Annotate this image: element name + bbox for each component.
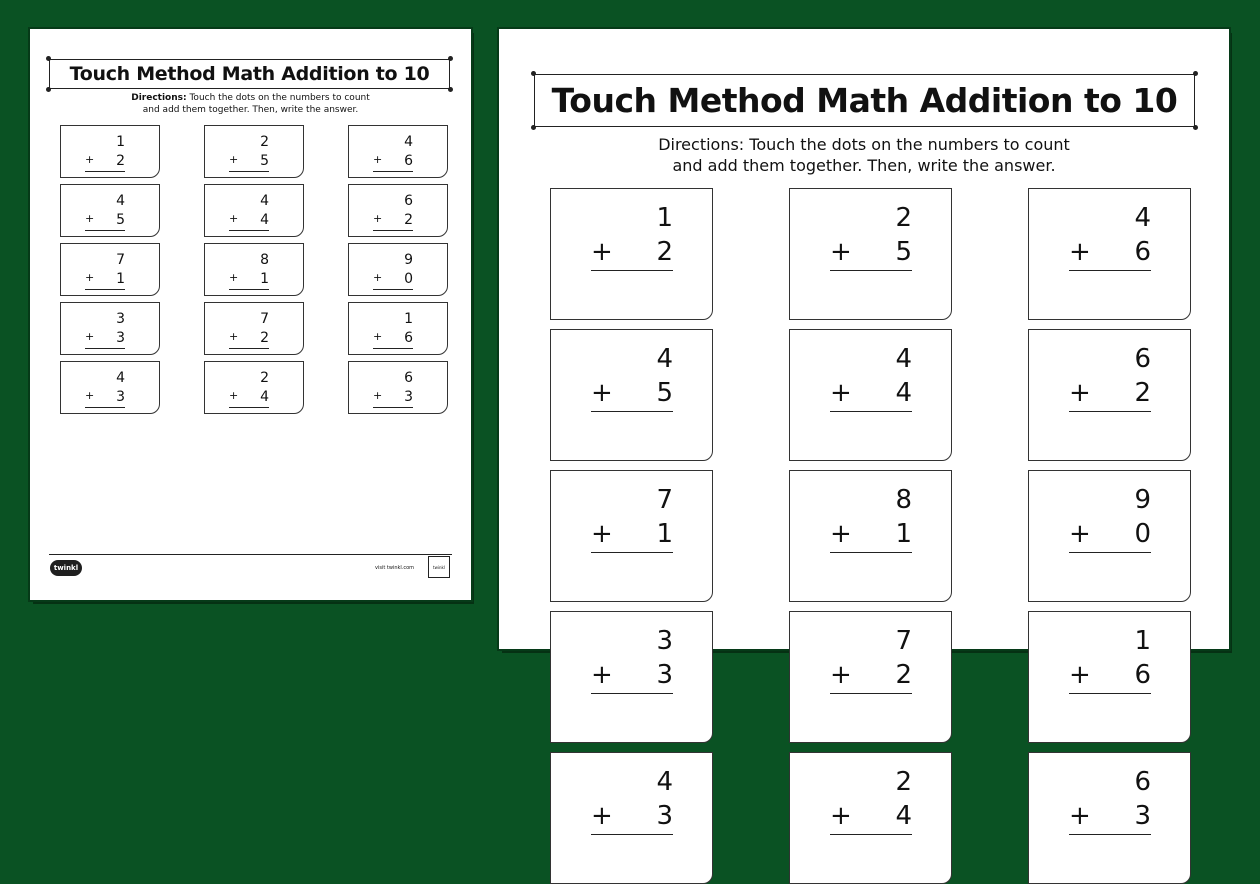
plus-sign: + xyxy=(591,660,613,690)
second-addend: 5 xyxy=(116,212,125,228)
problem-box[interactable] xyxy=(789,611,952,743)
second-addend: 2 xyxy=(260,330,269,346)
second-addend: 4 xyxy=(895,378,912,408)
first-addend: 2 xyxy=(895,767,912,797)
first-addend: 1 xyxy=(116,134,125,150)
addition-problem xyxy=(373,370,413,405)
second-addend: 1 xyxy=(895,519,912,549)
plus-sign: + xyxy=(229,271,239,284)
second-addend-row xyxy=(591,237,673,271)
plus-sign: + xyxy=(373,330,383,343)
second-addend-row xyxy=(830,519,912,553)
plus-sign: + xyxy=(229,389,239,402)
second-addend: 0 xyxy=(404,271,413,287)
addition-problem xyxy=(830,767,912,833)
first-addend: 9 xyxy=(1134,485,1151,515)
problem-box[interactable] xyxy=(204,125,304,178)
problem-box[interactable] xyxy=(550,188,713,320)
second-addend-row xyxy=(373,330,413,349)
second-addend-row xyxy=(85,271,125,290)
problem-box[interactable] xyxy=(348,184,448,237)
plus-sign: + xyxy=(85,330,95,343)
second-addend-row xyxy=(830,237,912,271)
addition-problem xyxy=(591,626,673,692)
addition-problem xyxy=(591,485,673,551)
addition-problem xyxy=(373,252,413,287)
first-addend: 6 xyxy=(1134,767,1151,797)
directions-line-1 xyxy=(599,135,1129,156)
addition-problem xyxy=(85,134,125,169)
second-addend-row xyxy=(229,153,269,172)
second-addend: 4 xyxy=(260,389,269,405)
addition-problem xyxy=(229,370,269,405)
second-addend: 2 xyxy=(1134,378,1151,408)
plus-sign: + xyxy=(1069,237,1091,267)
second-addend-row xyxy=(85,330,125,349)
first-addend: 4 xyxy=(260,193,269,209)
second-addend: 6 xyxy=(404,153,413,169)
plus-sign: + xyxy=(373,153,383,166)
problem-box[interactable] xyxy=(60,243,160,296)
directions-line-2: and add them together. Then, write the answer. xyxy=(672,155,1056,175)
plus-sign: + xyxy=(830,801,852,831)
corner-dot xyxy=(531,125,536,130)
first-addend: 3 xyxy=(116,311,125,327)
first-addend: 3 xyxy=(656,626,673,656)
first-addend: 6 xyxy=(404,193,413,209)
problem-box[interactable] xyxy=(1028,752,1191,884)
problem-box[interactable] xyxy=(789,329,952,461)
first-addend: 6 xyxy=(1134,344,1151,374)
second-addend: 2 xyxy=(656,237,673,267)
corner-dot xyxy=(448,87,453,92)
addition-problem xyxy=(229,193,269,228)
addition-problem xyxy=(1069,344,1151,410)
addition-problem xyxy=(1069,626,1151,692)
second-addend: 3 xyxy=(656,660,673,690)
plus-sign: + xyxy=(830,378,852,408)
addition-problem xyxy=(591,203,673,269)
plus-sign: + xyxy=(1069,378,1091,408)
problem-grid xyxy=(550,188,1195,884)
corner-dot xyxy=(46,56,51,61)
second-addend: 5 xyxy=(656,378,673,408)
first-addend: 2 xyxy=(260,370,269,386)
second-addend-row xyxy=(830,660,912,694)
problem-box[interactable] xyxy=(550,470,713,602)
first-addend: 6 xyxy=(404,370,413,386)
first-addend: 8 xyxy=(260,252,269,268)
second-addend-row xyxy=(85,153,125,172)
problem-box[interactable] xyxy=(60,361,160,414)
addition-problem xyxy=(85,252,125,287)
second-addend-row xyxy=(830,801,912,835)
plus-sign: + xyxy=(591,519,613,549)
plus-sign: + xyxy=(830,660,852,690)
addition-problem xyxy=(229,311,269,346)
plus-sign: + xyxy=(85,389,95,402)
second-addend: 1 xyxy=(116,271,125,287)
plus-sign: + xyxy=(591,237,613,267)
addition-problem xyxy=(373,193,413,228)
second-addend-row xyxy=(85,212,125,231)
problem-box[interactable] xyxy=(789,470,952,602)
corner-dot xyxy=(531,71,536,76)
plus-sign: + xyxy=(229,153,239,166)
problem-box[interactable] xyxy=(204,361,304,414)
directions-text-1: Touch the dots on the numbers to count xyxy=(749,135,1070,154)
problem-box[interactable] xyxy=(60,184,160,237)
addition-problem xyxy=(830,626,912,692)
second-addend-row xyxy=(229,389,269,408)
worksheet-preview-small xyxy=(30,29,471,600)
directions-label: Directions: xyxy=(131,93,187,103)
second-addend-row xyxy=(1069,660,1151,694)
directions-line-2: and add them together. Then, write the answer. xyxy=(142,104,359,115)
second-addend: 6 xyxy=(1134,660,1151,690)
first-addend: 4 xyxy=(116,193,125,209)
problem-box[interactable] xyxy=(1028,470,1191,602)
problem-box[interactable] xyxy=(1028,188,1191,320)
plus-sign: + xyxy=(85,271,95,284)
second-addend-row xyxy=(373,271,413,290)
title-box xyxy=(49,59,450,89)
corner-dot xyxy=(1193,125,1198,130)
plus-sign: + xyxy=(229,330,239,343)
second-addend: 2 xyxy=(895,660,912,690)
plus-sign: + xyxy=(85,212,95,225)
first-addend: 4 xyxy=(404,134,413,150)
second-addend-row xyxy=(1069,519,1151,553)
first-addend: 4 xyxy=(1134,203,1151,233)
directions xyxy=(90,93,411,116)
first-addend: 7 xyxy=(260,311,269,327)
second-addend-row xyxy=(229,271,269,290)
addition-problem xyxy=(830,203,912,269)
footer-divider xyxy=(49,554,452,555)
second-addend-row xyxy=(1069,801,1151,835)
second-addend-row xyxy=(591,801,673,835)
problem-box[interactable] xyxy=(348,125,448,178)
problem-box[interactable] xyxy=(550,752,713,884)
worksheet-title: Touch Method Math Addition to 10 xyxy=(69,63,430,85)
addition-problem xyxy=(591,767,673,833)
directions-text-1: Touch the dots on the numbers to count xyxy=(189,93,370,103)
problem-box[interactable] xyxy=(348,243,448,296)
problem-box[interactable] xyxy=(204,302,304,355)
problem-box[interactable] xyxy=(60,302,160,355)
addition-problem xyxy=(229,252,269,287)
second-addend: 3 xyxy=(656,801,673,831)
first-addend: 8 xyxy=(895,485,912,515)
addition-problem xyxy=(85,193,125,228)
problem-box[interactable] xyxy=(60,125,160,178)
plus-sign: + xyxy=(830,519,852,549)
problem-grid xyxy=(60,125,451,414)
twinkl-badge: twinkl xyxy=(428,556,450,578)
corner-dot xyxy=(46,87,51,92)
second-addend-row xyxy=(373,212,413,231)
second-addend-row xyxy=(1069,237,1151,271)
second-addend: 3 xyxy=(116,389,125,405)
addition-problem xyxy=(1069,767,1151,833)
second-addend-row xyxy=(373,153,413,172)
addition-problem xyxy=(830,344,912,410)
second-addend: 5 xyxy=(260,153,269,169)
problem-box[interactable] xyxy=(1028,329,1191,461)
corner-dot xyxy=(1193,71,1198,76)
plus-sign: + xyxy=(229,212,239,225)
plus-sign: + xyxy=(591,378,613,408)
second-addend: 1 xyxy=(260,271,269,287)
second-addend: 3 xyxy=(116,330,125,346)
second-addend-row xyxy=(373,389,413,408)
second-addend: 4 xyxy=(895,801,912,831)
directions-line-1 xyxy=(90,93,411,105)
first-addend: 2 xyxy=(260,134,269,150)
second-addend-row xyxy=(229,212,269,231)
problem-box[interactable] xyxy=(204,184,304,237)
first-addend: 4 xyxy=(656,767,673,797)
addition-problem xyxy=(1069,203,1151,269)
first-addend: 7 xyxy=(656,485,673,515)
first-addend: 1 xyxy=(1134,626,1151,656)
plus-sign: + xyxy=(1069,801,1091,831)
plus-sign: + xyxy=(1069,660,1091,690)
problem-box[interactable] xyxy=(789,188,952,320)
first-addend: 4 xyxy=(656,344,673,374)
second-addend-row xyxy=(1069,378,1151,412)
addition-problem xyxy=(373,311,413,346)
directions-label: Directions: xyxy=(658,135,745,154)
problem-box[interactable] xyxy=(204,243,304,296)
first-addend: 7 xyxy=(116,252,125,268)
second-addend-row xyxy=(229,330,269,349)
directions xyxy=(599,135,1129,177)
second-addend: 1 xyxy=(656,519,673,549)
problem-box[interactable] xyxy=(348,302,448,355)
problem-box[interactable] xyxy=(1028,611,1191,743)
first-addend: 1 xyxy=(656,203,673,233)
second-addend-row xyxy=(591,519,673,553)
footer-site: visit twinkl.com xyxy=(375,565,415,571)
problem-box[interactable] xyxy=(550,329,713,461)
twinkl-logo: twinkl xyxy=(50,560,82,576)
second-addend: 3 xyxy=(404,389,413,405)
title-box xyxy=(534,74,1195,127)
addition-problem xyxy=(373,134,413,169)
addition-problem xyxy=(591,344,673,410)
addition-problem xyxy=(85,311,125,346)
addition-problem xyxy=(229,134,269,169)
second-addend-row xyxy=(591,660,673,694)
first-addend: 2 xyxy=(895,203,912,233)
addition-problem xyxy=(85,370,125,405)
first-addend: 4 xyxy=(116,370,125,386)
first-addend: 7 xyxy=(895,626,912,656)
second-addend: 5 xyxy=(895,237,912,267)
problem-box[interactable] xyxy=(789,752,952,884)
plus-sign: + xyxy=(373,271,383,284)
second-addend: 0 xyxy=(1134,519,1151,549)
problem-box[interactable] xyxy=(550,611,713,743)
plus-sign: + xyxy=(1069,519,1091,549)
plus-sign: + xyxy=(373,389,383,402)
second-addend: 2 xyxy=(116,153,125,169)
plus-sign: + xyxy=(85,153,95,166)
second-addend: 6 xyxy=(1134,237,1151,267)
first-addend: 9 xyxy=(404,252,413,268)
second-addend: 2 xyxy=(404,212,413,228)
second-addend: 3 xyxy=(1134,801,1151,831)
second-addend-row xyxy=(85,389,125,408)
second-addend-row xyxy=(830,378,912,412)
corner-dot xyxy=(448,56,453,61)
second-addend-row xyxy=(591,378,673,412)
second-addend: 6 xyxy=(404,330,413,346)
plus-sign: + xyxy=(373,212,383,225)
plus-sign: + xyxy=(830,237,852,267)
problem-box[interactable] xyxy=(348,361,448,414)
worksheet-preview-large xyxy=(499,29,1229,831)
second-addend: 4 xyxy=(260,212,269,228)
addition-problem xyxy=(1069,485,1151,551)
first-addend: 1 xyxy=(404,311,413,327)
first-addend: 4 xyxy=(895,344,912,374)
addition-problem xyxy=(830,485,912,551)
plus-sign: + xyxy=(591,801,613,831)
worksheet-title: Touch Method Math Addition to 10 xyxy=(551,81,1178,120)
